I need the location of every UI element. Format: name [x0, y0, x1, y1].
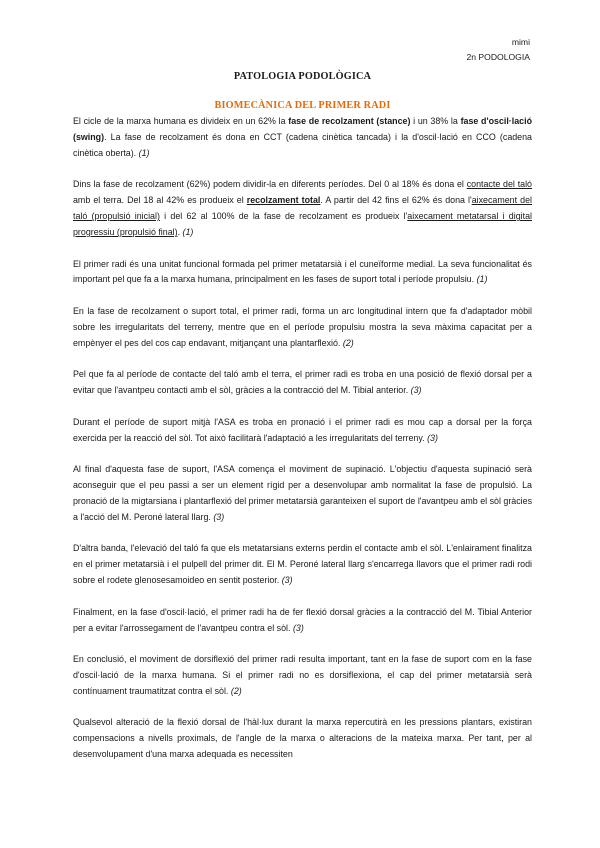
citation: (3): [281, 575, 293, 586]
page-header: [466, 35, 530, 65]
paragraph-3: El primer radi és una unitat funcional formada pel primer metatarsià i el cuneïforme medial. La seva funcionalitat és important pel que fa a la marxa humana, principalment en les fases de suport total i període propulsiu. (1): [73, 258, 532, 285]
citation: (1): [182, 227, 194, 238]
document-body: [73, 114, 532, 779]
paragraph-4: En la fase de recolzament o suport total, el primer radi, forma un arc longitudinal intern que fa d'adaptador mòbil sobre les irregularitats del terreny, mentre que en el període propulsiu mostra la seva màxima capacitat per a empènyer el pes del cos cap endavant, mitjançant una plantarflexió. (2): [73, 305, 532, 348]
header-author: mimi: [511, 37, 530, 47]
citation: (1): [138, 147, 150, 158]
citation: (1): [476, 274, 488, 285]
paragraph-8: D'altra banda, l'elevació del taló fa que els metatarsians externs perdin el contacte amb el sòl. L'enlairament finalitza en el primer metatarsià i el pulpell del primer dit. El M. Peroné lateral llarg s'encarrega llavors que el primer radi rodi sobre el rodete glenosesamoideo en sentit posterior. (3): [73, 543, 532, 586]
header-course: 2n PODOLOGIA: [466, 52, 530, 62]
paragraph-6: Durant el període de suport mitjà l'ASA es troba en pronació i el primer radi es mou cap a dorsal per la força exercida per la reacció del sòl. Tot això facilitarà l'adaptació a les irregularitats del terreny. (3): [73, 416, 532, 443]
paragraph-7: Al final d'aquesta fase de suport, l'ASA comença el moviment de supinació. L'objectiu d'aquesta supinació serà aconseguir que el peu passi a ser un element rígid per a desenvolupar amb normalitat la fase de propulsió. La pronació de la migtarsiana i plantarflexió del primer metatarsià garanteixen el suport de l'avantpeu amb el sòl gràcies a l'acció del M. Peroné lateral llarg. (3): [73, 464, 533, 522]
citation: (3): [427, 432, 438, 443]
paragraph-10: En conclusió, el moviment de dorsiflexió del primer radi resulta important, tant en la fase de suport com en la fase d'oscil·lació de la marxa humana. Si el primer radi no es dorsiflexiona, el cap del primer metatarsià serà contínuament traumatitzat contra el sòl. (2): [73, 654, 532, 696]
paragraph-9: Finalment, en la fase d'oscil·lació, el primer radi ha de fer flexió dorsal gràcies a la contracció del M. Tibial Anterior per a evitar l'arrossegament de l'avantpeu contra el sòl. (3): [73, 606, 532, 633]
citation: (3): [292, 622, 304, 633]
citation: (3): [410, 385, 422, 396]
document-title: PATOLOGIA PODOLÒGICA: [233, 71, 372, 82]
paragraph-2: Dins la fase de recolzament (62%) podem dividir-la en diferents períodes. Del 0 al 18% és dona el contacte del taló amb el terra. Del 18 al 42% es produeix el recolzament total. A partir del 42 fins el 62% és dona l'aixecament del taló (propulsió inicial) i del 62 al 100% de la fase de recolzament es produeix l'aixecament metatarsal i digital progressiu (propulsió final). (1): [73, 179, 532, 238]
citation: (2): [342, 337, 354, 348]
citation: (3): [213, 511, 225, 522]
section-title: BIOMECÀNICA DEL PRIMER RADI: [214, 100, 391, 111]
paragraph-5: Pel que fa al període de contacte del taló amb el terra, el primer radi es troba en una posició de flexió dorsal per a evitar que l'avantpeu contacti amb el sòl, gràcies a la contracció del M. Tibial anterior. (3): [73, 369, 532, 396]
paragraph-11: Qualsevol alteració de la flexió dorsal de l'hàl·lux durant la marxa repercutirà en les pressions plantars, existiran compensacions a nivells proximals, de l'angle de la marxa o alteracions de la mateixa marxa. Per tant, per al desenvolupament d'una marxa adequada es necessiten: [73, 717, 532, 760]
citation: (2): [230, 685, 242, 696]
paragraph-1: El cicle de la marxa humana es divideix en un 62% la fase de recolzament (stance) i un 38% la fase d'oscil·lació (swing). La fase de recolzament és dona en CCT (cadena cinètica tancada) i la d'oscil·lació en CCO (cadena cinètica oberta). (1): [73, 116, 532, 158]
